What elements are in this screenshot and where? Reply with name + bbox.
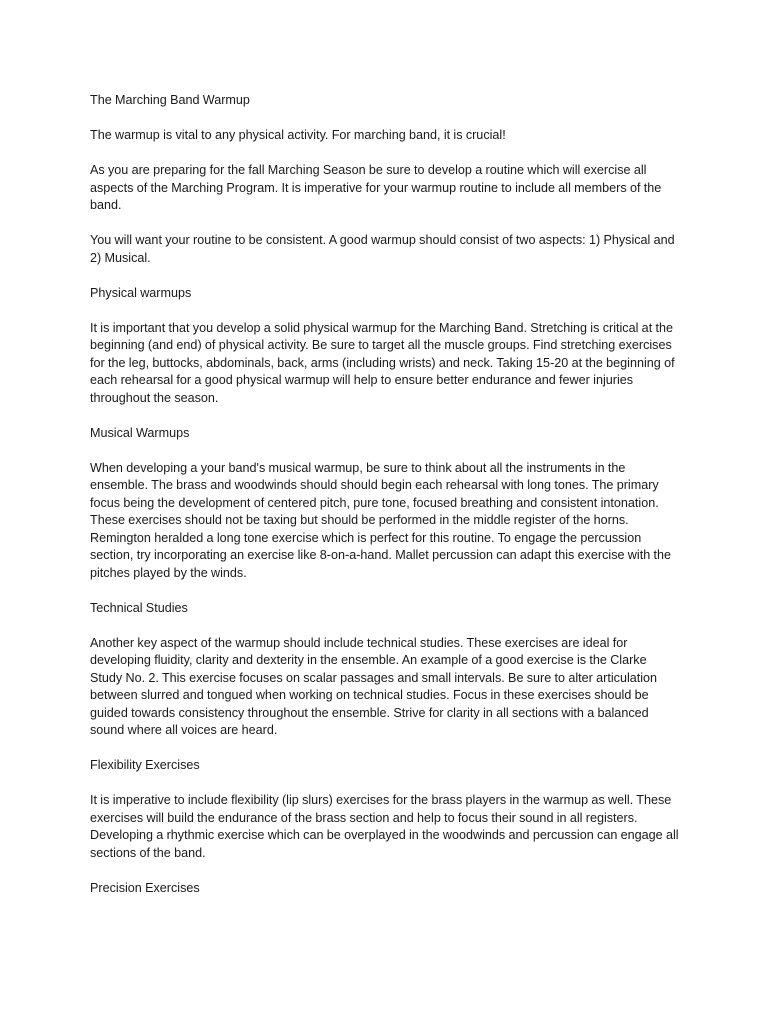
intro-paragraph: You will want your routine to be consistent. A good warmup should consist of two aspects: 1) Physical and 2) Musical. [90, 233, 675, 265]
section-body-technical-studies: Another key aspect of the warmup should include technical studies. These exercises are ideal for developing fluidity, clarity and dexterity in the ensemble. An example of a good exercise is the Clarke Study No. 2. This exercise focuses on scalar passages and small intervals. Be sure to alter articulation between slurred and tongued when working on technical studies. Focus in these exercises should be guided towards consistency throughout the ensemble. Strive for clarity in all sections with a balanced sound where all voices are heard. [90, 635, 658, 737]
document-body [90, 92, 680, 915]
intro-paragraph: The warmup is vital to any physical activity. For marching band, it is crucial! [90, 128, 506, 142]
section-body-flexibility-exercises: It is imperative to include flexibility (lip slurs) exercises for the brass players in the warmup as well. These exercises will build the endurance of the brass section and help to focus their sound in all registers. Developing a rhythmic exercise which can be overplayed in the woodwinds and percussion can engage all sections of the band. [90, 793, 679, 860]
section-heading-musical-warmups: Musical Warmups [90, 425, 190, 440]
section-heading-physical-warmups: Physical warmups [90, 285, 192, 300]
section-body-musical-warmups: When developing a your band's musical warmup, be sure to think about all the instruments in the ensemble. The brass and woodwinds should should begin each rehearsal with long tones. The primary focus being the development of centered pitch, pure tone, focused breathing and consistent intonation. These exercises should not be taxing but should be performed in the middle register of the horns. Remington heralded a long tone exercise which is perfect for this routine. To engage the percussion section, try incorporating an exercise like 8-on-a-hand. Mallet percussion can adapt this exercise with the pitches played by the winds. [90, 460, 672, 580]
section-body-physical-warmups: It is important that you develop a solid physical warmup for the Marching Band. Stretching is critical at the beginning (and end) of physical activity. Be sure to target all the muscle groups. Find stretching exercises for the leg, buttocks, abdominals, back, arms (including wrists) and neck. Taking 15-20 at the beginning of each rehearsal for a good physical warmup will help to ensure better endurance and fewer injuries throughout the season. [90, 320, 675, 405]
section-heading-precision-exercises: Precision Exercises [90, 880, 200, 895]
intro-paragraph: As you are preparing for the fall Marching Season be sure to develop a routine which will exercise all aspects of the Marching Program. It is imperative for your warmup routine to include all members of the band. [90, 163, 662, 212]
document-title: The Marching Band Warmup [90, 93, 250, 107]
section-heading-flexibility-exercises: Flexibility Exercises [90, 758, 200, 772]
section-heading-technical-studies: Technical Studies [90, 600, 188, 615]
